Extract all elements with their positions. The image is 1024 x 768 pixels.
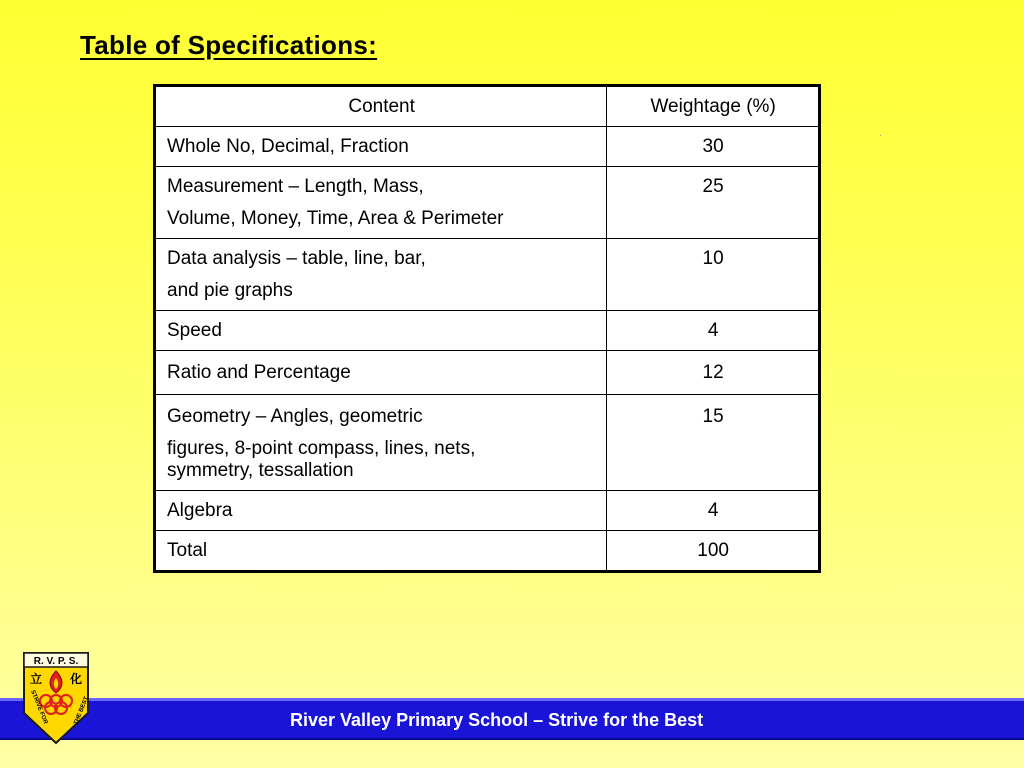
weightage-cell: 12 <box>607 351 820 395</box>
content-line: and pie graphs <box>167 280 293 301</box>
content-line: Whole No, Decimal, Fraction <box>167 136 409 157</box>
content-line: Algebra <box>167 500 233 521</box>
content-cell <box>155 491 607 531</box>
content-line: Data analysis – table, line, bar, <box>167 248 426 269</box>
table-row <box>155 351 820 395</box>
content-cell <box>155 167 607 239</box>
content-line: Ratio and Percentage <box>167 362 351 383</box>
content-cell <box>155 395 607 491</box>
content-line: Volume, Money, Time, Area & Perimeter <box>167 208 504 229</box>
table-row <box>155 311 820 351</box>
school-crest-logo <box>22 651 90 745</box>
content-line: symmetry, tessallation <box>167 460 354 481</box>
weightage-cell: 30 <box>607 127 820 167</box>
content-cell <box>155 239 607 311</box>
content-line: Total <box>167 540 208 561</box>
weightage-cell: 10 <box>607 239 820 311</box>
footer-bar <box>0 695 1024 740</box>
stray-dot <box>880 135 881 136</box>
weightage-cell: 100 <box>607 531 820 572</box>
crest-char-left: 立 <box>29 672 43 686</box>
crest-motto-right: THE BEST <box>73 695 90 726</box>
table-row <box>155 491 820 531</box>
content-cell <box>155 311 607 351</box>
content-cell <box>155 351 607 395</box>
header-content: Content <box>155 86 607 127</box>
table-row <box>155 167 820 239</box>
table-row <box>155 395 820 491</box>
content-line: Speed <box>167 320 222 341</box>
content-line: Measurement – Length, Mass, <box>167 176 424 197</box>
weightage-cell: 4 <box>607 311 820 351</box>
header-weightage: Weightage (%) <box>607 86 820 127</box>
table-header-row <box>155 86 820 127</box>
weightage-cell: 4 <box>607 491 820 531</box>
crest-initials: R. V. P. S. <box>33 656 79 667</box>
crest-motto-left: STRIVE FOR <box>29 689 49 726</box>
content-line: Geometry – Angles, geometric <box>167 406 423 427</box>
table-row <box>155 127 820 167</box>
content-cell <box>155 531 607 572</box>
content-cell <box>155 127 607 167</box>
weightage-cell: 25 <box>607 167 820 239</box>
crest-char-right: 化 <box>69 672 83 686</box>
table-row <box>155 239 820 311</box>
specifications-table <box>153 84 821 573</box>
slide-title: Table of Specifications: <box>80 30 378 60</box>
footer-text: River Valley Primary School – Strive for the Best <box>290 710 704 730</box>
table-row-total <box>155 531 820 572</box>
content-line: figures, 8-point compass, lines, nets, <box>167 438 476 459</box>
weightage-cell: 15 <box>607 395 820 491</box>
